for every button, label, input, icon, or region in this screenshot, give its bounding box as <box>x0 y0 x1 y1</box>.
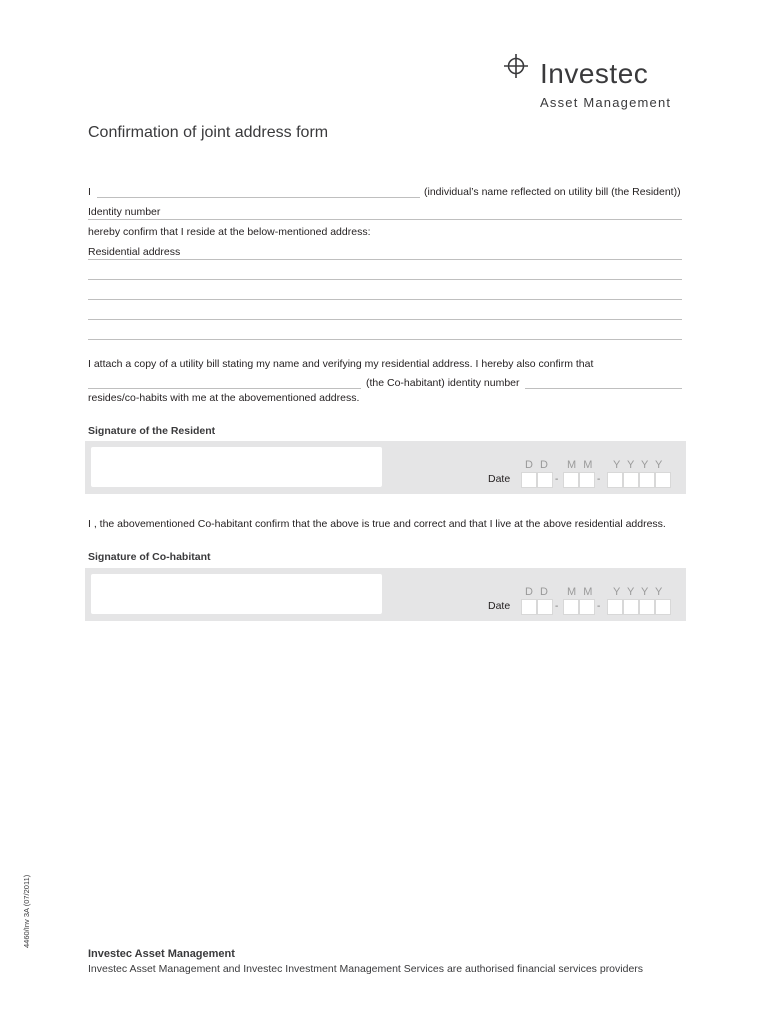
cohabitant-yyyy-hint: Y Y Y Y <box>613 586 665 598</box>
resident-date-day-1[interactable] <box>521 472 537 488</box>
cohabitant-signature-title: Signature of Co-habitant <box>88 551 211 563</box>
resident-name-hint: (individual’s name reflected on utility bill (the Resident)) <box>424 186 681 198</box>
resident-signature-box[interactable] <box>91 447 382 487</box>
resident-signature-panel <box>85 441 686 494</box>
cohabitant-id-label: (the Co-habitant) identity number <box>366 377 520 389</box>
crosshair-logo-icon <box>504 54 528 78</box>
cohab-confirm-text: I , the abovementioned Co-habitant confirm that the above is true and correct and that I live at the above residential address. <box>88 518 666 530</box>
date-separator: - <box>555 601 559 612</box>
footer-title: Investec Asset Management <box>88 948 235 960</box>
cohabitant-date-year-3[interactable] <box>639 599 655 615</box>
cohabitant-mm-hint: M M <box>567 586 595 598</box>
cohabitant-date-month-2[interactable] <box>579 599 595 615</box>
cohabitant-date-day-2[interactable] <box>537 599 553 615</box>
resident-yyyy-hint: Y Y Y Y <box>613 459 665 471</box>
resident-date-year-2[interactable] <box>623 472 639 488</box>
date-separator: - <box>597 601 601 612</box>
attach-text: I attach a copy of a utility bill stating my name and verifying my residential address. I hereby also confirm that <box>88 358 594 370</box>
footer-text: Investec Asset Management and Investec Investment Management Services are authorised financial services providers <box>88 963 644 975</box>
identity-number-field[interactable] <box>88 219 682 220</box>
brand-name: Investec <box>540 58 649 89</box>
cohabitant-date-year-4[interactable] <box>655 599 671 615</box>
form-title: Confirmation of joint address form <box>88 124 329 141</box>
cohabitant-dd-hint: D D <box>525 586 550 598</box>
resident-date-month-1[interactable] <box>563 472 579 488</box>
cohabitant-date-day-1[interactable] <box>521 599 537 615</box>
date-separator: - <box>597 474 601 485</box>
date-separator: - <box>555 474 559 485</box>
resident-date-day-2[interactable] <box>537 472 553 488</box>
address-line-2[interactable] <box>88 279 682 280</box>
resident-signature-title: Signature of the Resident <box>88 425 216 437</box>
resides-text: resides/co-habits with me at the abovementioned address. <box>88 392 360 404</box>
cohabitant-name-field[interactable] <box>88 388 361 389</box>
brand-division: Asset Management <box>540 95 672 110</box>
resident-date-year-1[interactable] <box>607 472 623 488</box>
cohabitant-date-year-1[interactable] <box>607 599 623 615</box>
address-line-3[interactable] <box>88 299 682 300</box>
identity-label: Identity number <box>88 206 161 218</box>
address-line-4[interactable] <box>88 319 682 320</box>
cohabitant-signature-panel <box>85 568 686 621</box>
cohabitant-date-month-1[interactable] <box>563 599 579 615</box>
cohabitant-date-label: Date <box>488 600 511 612</box>
cohabitant-date-year-2[interactable] <box>623 599 639 615</box>
resident-date-year-3[interactable] <box>639 472 655 488</box>
address-label: Residential address <box>88 246 181 258</box>
cohabitant-signature-box[interactable] <box>91 574 382 614</box>
resident-mm-hint: M M <box>567 459 595 471</box>
resident-date-month-2[interactable] <box>579 472 595 488</box>
resident-dd-hint: D D <box>525 459 550 471</box>
resident-date-year-4[interactable] <box>655 472 671 488</box>
resident-name-field[interactable] <box>97 197 420 198</box>
address-line-1[interactable] <box>88 259 682 260</box>
resident-date-label: Date <box>488 473 511 485</box>
confirm-text: hereby confirm that I reside at the below-mentioned address: <box>88 226 371 238</box>
cohabitant-id-field[interactable] <box>525 388 682 389</box>
address-line-5[interactable] <box>88 339 682 340</box>
investec-logo <box>500 50 690 114</box>
form-code: 4460/Inv 3A (07/2011) <box>22 874 31 948</box>
resident-prefix: I <box>88 186 91 198</box>
